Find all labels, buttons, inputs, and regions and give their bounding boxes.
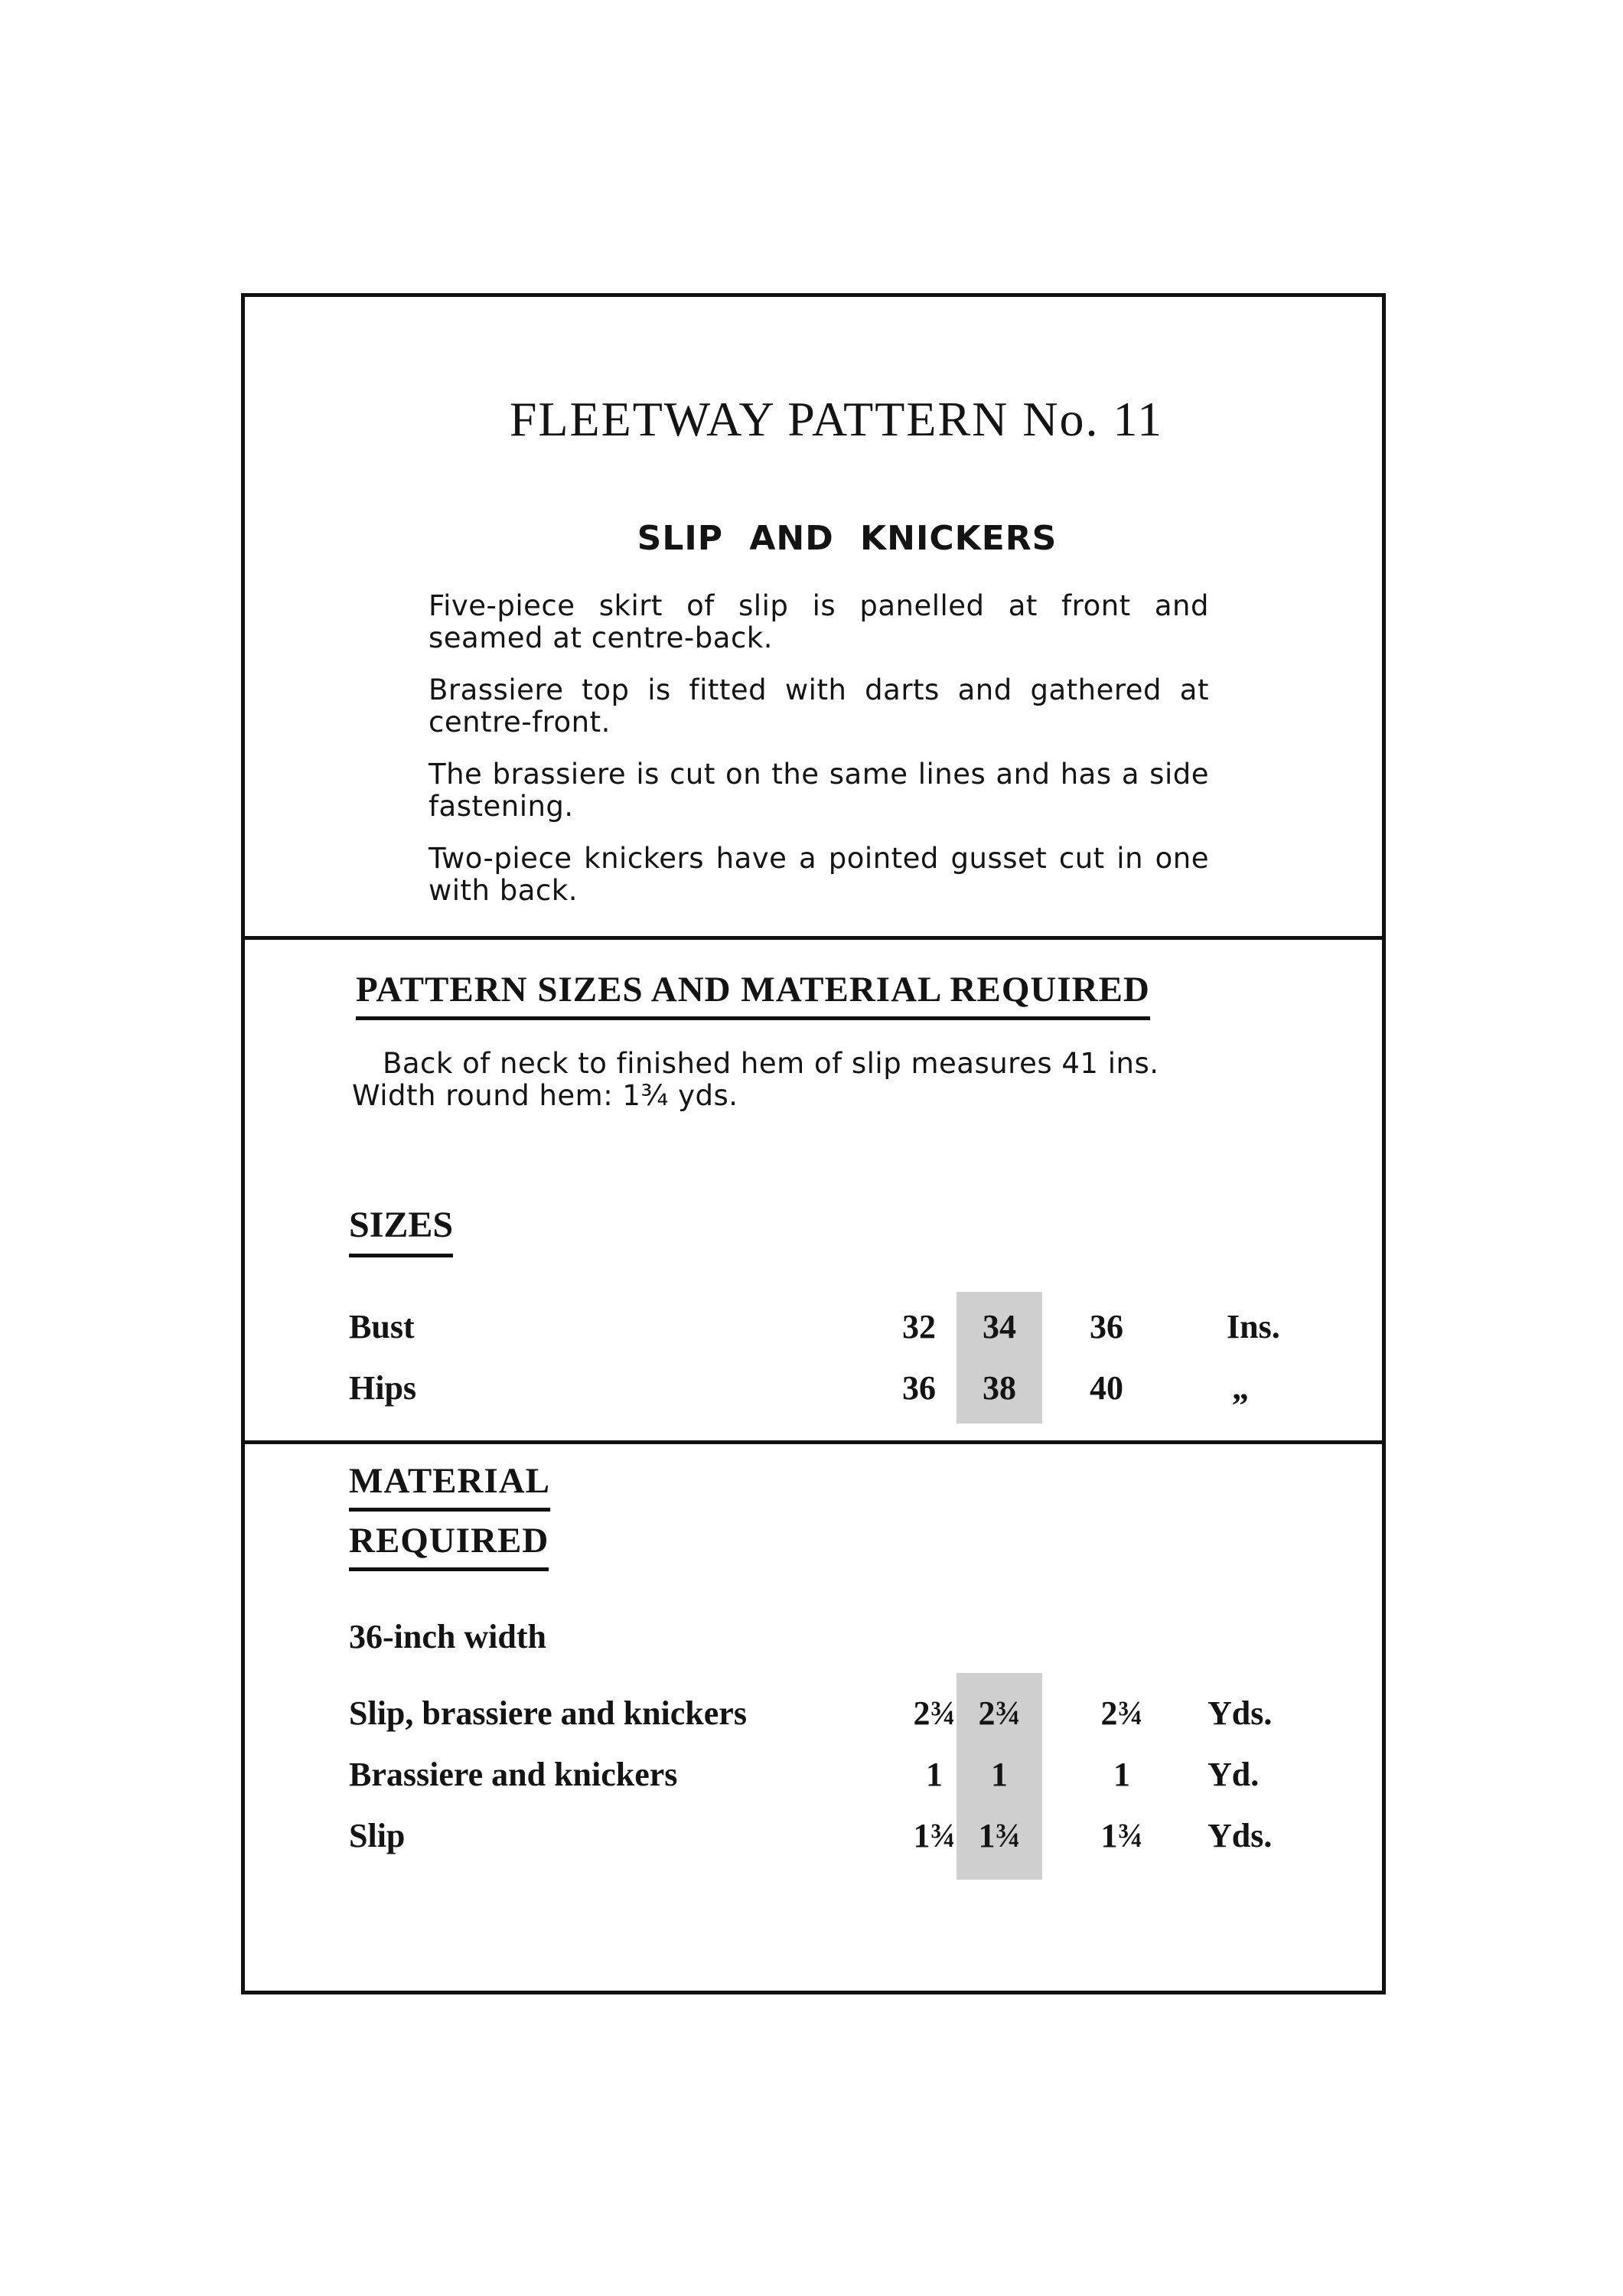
measurement-line: Width round hem: 1¾ yds. — [352, 1079, 738, 1112]
pattern-subtitle: SLIP AND KNICKERS — [637, 519, 1058, 558]
pattern-title: FLEETWAY PATTERN No. 11 — [509, 392, 1164, 446]
size-value: 36 — [1090, 1308, 1123, 1345]
material-row-label: Brassiere and knickers — [349, 1756, 678, 1793]
size-value: 38 — [983, 1369, 1016, 1407]
material-value: 1¾ — [978, 1817, 1021, 1854]
description-paragraph: Five-piece skirt of slip is panelled at front and seamed at centre-back. — [429, 589, 1209, 654]
size-unit: „ — [1232, 1369, 1249, 1407]
material-heading: REQUIRED — [349, 1520, 549, 1571]
material-unit: Yd. — [1207, 1756, 1260, 1793]
material-value: 1¾ — [1100, 1817, 1143, 1854]
description-paragraph: Brassiere top is fitted with darts and gathered at centre-front. — [429, 673, 1209, 739]
description-paragraph: Two-piece knickers have a pointed gusset cut in one with back. — [429, 842, 1209, 907]
material-value: 2¾ — [913, 1694, 956, 1732]
material-value: 1 — [1113, 1756, 1130, 1793]
material-value: 2¾ — [978, 1694, 1021, 1732]
material-row-label: Slip, brassiere and knickers — [349, 1694, 747, 1732]
material-value: 1 — [991, 1756, 1008, 1793]
size-value: 34 — [983, 1308, 1016, 1345]
material-unit: Yds. — [1207, 1694, 1273, 1732]
material-unit: Yds. — [1207, 1817, 1273, 1854]
sizes-heading: SIZES — [349, 1204, 453, 1257]
material-value: 1¾ — [913, 1817, 956, 1854]
material-row-label: Slip — [349, 1817, 406, 1854]
section-divider — [245, 936, 1382, 940]
pattern-sizes-heading: PATTERN SIZES AND MATERIAL REQUIRED — [356, 969, 1150, 1020]
description-paragraph: The brassiere is cut on the same lines and has a side fastening. — [429, 758, 1209, 823]
material-value: 2¾ — [1100, 1694, 1143, 1732]
pattern-card — [241, 293, 1386, 1994]
size-value: 40 — [1090, 1369, 1123, 1407]
size-value: 32 — [902, 1308, 936, 1345]
size-unit: Ins. — [1227, 1308, 1280, 1345]
section-divider — [245, 1440, 1382, 1444]
size-row-label: Hips — [349, 1369, 417, 1407]
width-note: 36-inch width — [349, 1618, 546, 1655]
size-value: 36 — [902, 1369, 936, 1407]
material-value: 1 — [926, 1756, 943, 1793]
measurement-line: Back of neck to finished hem of slip measures 41 ins. — [383, 1047, 1159, 1080]
material-heading: MATERIAL — [349, 1460, 550, 1512]
size-row-label: Bust — [349, 1308, 415, 1345]
